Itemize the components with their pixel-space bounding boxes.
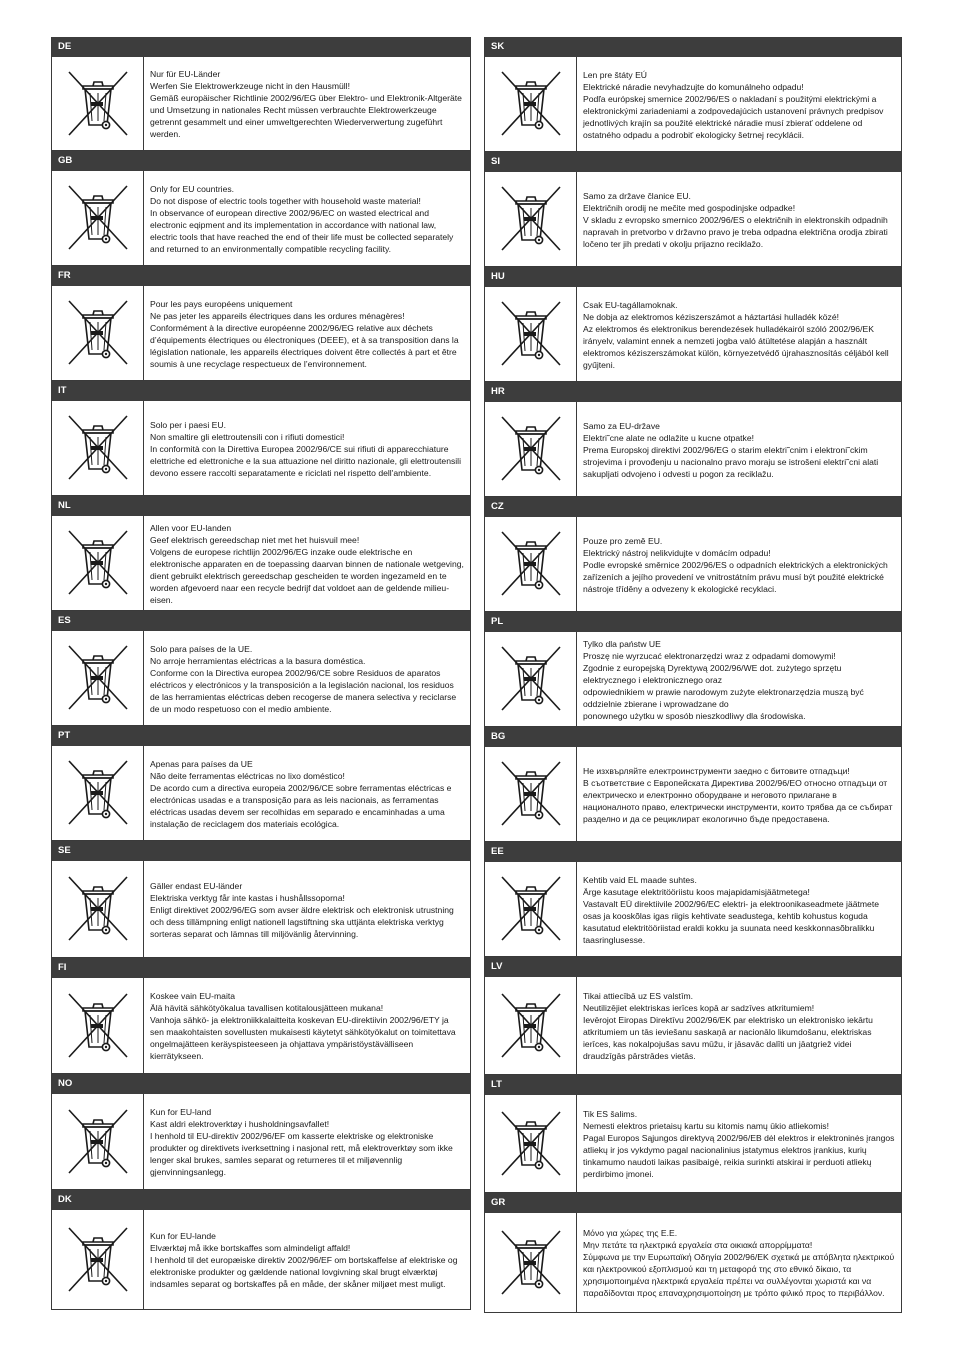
country-code-header: GR [485, 1193, 901, 1213]
country-code-header: DK [52, 1190, 470, 1210]
notice-text: Koskee vain EU-maita Älä hävitä sähkötyökalua tavallisen kotitalousjätteen mukana! Vanhoja sähkö- ja elektroniikkalaitteita koskevan EU-direktiivin 2002/96/ETY ja sen maakohtaisten sovellusten mukaisesti käytetyt sähkötyökalut on toimitettava ongelmajätteen keräyspisteeseen ja ohjattava ympäristöystävälliseen kierrätykseen. [150, 991, 456, 1061]
section-body [485, 632, 901, 726]
notice-text: Μόνο για χώρες της Ε.Ε. Μην πετάτε τα ηλεκτρικά εργαλεία στα οικιακά απορρίμματα! Σύμφωνα με την Ευρωπαϊκή Οδηγία 2002/96/ΕΚ σχετικά με απόβλητα ηλεκτρικού και ηλεκτρονικού εξοπλισμού και τη μεταφορά της στο εθνικό δίκαιο, τα χρησιμοποιημένα ηλεκτρικά εργαλεία πρέπει να συλλέγονται χωριστά και να παραδίδονται προς επαναχρησιμοποίηση με τρόπο φιλικό προς το περιβάλλον. [583, 1228, 895, 1298]
notice-text: Csak EU-tagállamoknak. Ne dobja az elektromos kéziszerszámot a háztartási hulladék közé! Az elektromos és elektronikus berendezések hulladékairól szóló 2002/96/EK irányelv, valamint ennek a nemzeti jogba való átültetése alapján a használt elektromos kéziszerszámokat külön, környezetvédő újrahasznosítás céljából kell gyűjteni. [583, 299, 889, 370]
country-code-header: FR [52, 266, 470, 286]
notice-text: Tylko dla państw UE Proszę nie wyrzucać elektronarzędzi wraz z odpadami domowymi! Zgodnie z europejską Dyrektywą 2002/96/WE dot. zużytego sprzętu elektrycznego i elektronicznego oraz odpowiednikiem w prawie narodowym zużyte elektronarzędzia muszą być oddzielnie zbierane i wprowadzane do ponownego użytku w sposób nieszkodliwy dla środowiska. [583, 638, 864, 721]
crossed-out-wheelie-bin-icon [52, 286, 144, 380]
section-hr [484, 382, 902, 497]
section-sk [484, 37, 902, 152]
disposal-notice-text [577, 172, 901, 266]
section-body [485, 172, 901, 266]
section-body [52, 861, 470, 957]
section-si [484, 152, 902, 267]
section-body [52, 631, 470, 725]
section-body [485, 517, 901, 611]
disposal-notice-text [144, 978, 470, 1073]
section-dk [51, 1190, 471, 1310]
section-body [52, 57, 470, 150]
crossed-out-wheelie-bin-icon [52, 516, 144, 610]
crossed-out-wheelie-bin-icon [52, 1094, 144, 1189]
section-body [485, 287, 901, 381]
crossed-out-wheelie-bin-icon [52, 978, 144, 1073]
disposal-notice-text [577, 747, 901, 841]
section-body [485, 57, 901, 151]
crossed-out-wheelie-bin-icon [52, 57, 144, 150]
notice-text: Only for EU countries. Do not dispose of electric tools together with household waste material! In observance of european directive 2002/96/EC on wasted electrical and electronic eqipment and its implementation in accordance with national law, electric tools that have reached the end of their life must be collected separately and returned to an environmentally compatible recycling facility. [150, 183, 454, 254]
section-pl [484, 612, 902, 727]
section-body [52, 978, 470, 1073]
crossed-out-wheelie-bin-icon [485, 287, 577, 381]
country-code-header: CZ [485, 497, 901, 517]
crossed-out-wheelie-bin-icon [52, 401, 144, 495]
notice-text: Kehtib vaid EL maade suhtes. Ärge kasutage elektritööriistu koos majapidamisjäätmetega! Vastavalt EÜ direktiivile 2002/96/EC elektri- ja elektroonikaseadmete jäätmete osas ja kooskõlas igas riigis kehtivate seadustega, kehtib kohustus koguda kasutatud elektritööriistad eraldi kokku ja suunata need keskkonnasõbralikku taasringlusesse. [583, 874, 879, 945]
section-body [52, 746, 470, 840]
country-code-header: EE [485, 842, 901, 862]
section-bg [484, 727, 902, 842]
country-code-header: LV [485, 957, 901, 977]
notice-text: Samo za EU-države Elektri˜cne alate ne odlažite u kucne otpatke! Prema Europskoj direktivi 2002/96/EG o starim elektri˜cnim i elektroni˜ckim strojevima i provođenju u nacionalno pravo moraju se istrošeni elektri˜cni alati sakupljati odvojeno i odvesti u pogon za reciklažu. [583, 420, 879, 479]
disposal-notice-text [577, 632, 901, 726]
notice-text: Pouze pro země EU. Elektrický nástroj nelikvidujte v domácím odpadu! Podle evropské směrnice 2002/96/ES o odpadních elektrických a elektronických zařízeních a jejího provedení ve vnitrostátním právu musí být použité elektrické nástroje tříděny a odvezeny k ekologické recyklaci. [583, 535, 888, 594]
notice-text: Samo za države članice EU. Električnih orodij ne mečite med gospodinjske odpadke! V skladu z evropsko smernico 2002/96/ES o električnih in elektronskih odpadnih napravah in pretvorbo v državno pravo je treba odpadna električna orodja zbirati ločeno ter jih predati v okolju prijazno reciklažo. [583, 190, 888, 249]
country-code-header: SK [485, 37, 901, 57]
crossed-out-wheelie-bin-icon [485, 57, 577, 151]
disposal-notice-text [144, 1094, 470, 1189]
section-cz [484, 497, 902, 612]
notice-text: Allen voor EU-landen Geef elektrisch gereedschap niet met het huisvuil mee! Volgens de europese richtlijn 2002/96/EG inzake oude elektrische en elektronische apparaten en de toepassing daarvan binnen de nationale wetgeving, dient gebruikt elektrisch gereedschap gescheiden te worden ingezameld en te worden afgevoerd naar een recycle bedrijf dat voldoet aan de geldende milieu-eisen. [150, 522, 464, 605]
country-code-header: BG [485, 727, 901, 747]
notice-text: Gäller endast EU-länder Elektriska verktyg får inte kastas i hushållssoporna! Enligt direktivet 2002/96/EG som avser äldre elektrisk och elektronisk utrustning och dess tillämpning enligt nationell lagstiftning ska uttjänta elektriska verktyg sorteras separat och lämnas till miljövänlig återvinning. [150, 880, 454, 939]
section-fi [51, 958, 471, 1074]
section-no [51, 1074, 471, 1190]
disposal-notice-text [144, 861, 470, 957]
notice-text: Не изхвърляйте електроинструменти заедно с битовите отпадъци! В съответствие с Европейската Директива 2002/96/ЕО относно отпадъци от електрическо и електронно оборудване и неговото прилагане в националното право, електрически инструменти, които трябва да се събират разделно и да се рециклират екологично бъде предоставена. [583, 765, 893, 824]
section-body [485, 402, 901, 496]
notice-text: Pour les pays européens uniquement Ne pas jeter les appareils électriques dans les ordures ménagères! Conformément à la directive européenne 2002/96/EG relative aux déchets d’équipements électriques ou électroniques (DEEE), et à sa transposition dans la législation nationale, les appareils électriques doivent être collectés à part et être soumis à une recyclage respectueux de l’environnement. [150, 298, 459, 369]
country-code-header: IT [52, 381, 470, 401]
notice-text: Nur für EU-Länder Werfen Sie Elektrowerkzeuge nicht in den Hausmüll! Gemäß europäischer Richtlinie 2002/96/EG über Elektro- und Elektronik-Altgeräte und Umsetzung in nationales Recht müssen verbrauchte Elektrowerkzeuge getrennt gesammelt und einer umweltgerechten Wiederverwertung zugeführt werden. [150, 69, 462, 139]
country-code-header: PL [485, 612, 901, 632]
notice-text: Tikai attiecībā uz ES valstīm. Neutilizējiet elektriskas ierīces kopā ar sadzīves atkritumiem! Ievērojot Eiropas Direktīvu 2002/96/EK par elektrisko un elektronisko iekārtu atkritumiem un tās ieviešanu saskaņā ar nacionālo likumdošanu, elektriskas ierīces, kas nokalpojušas savu mūžu, ir jāsavāc dalīti un jāatgriež videi draudzīgās pārstrādes vietās. [583, 991, 873, 1061]
crossed-out-wheelie-bin-icon [52, 746, 144, 840]
section-body [485, 862, 901, 956]
section-body [52, 171, 470, 265]
crossed-out-wheelie-bin-icon [485, 172, 577, 266]
section-body [52, 286, 470, 380]
crossed-out-wheelie-bin-icon [485, 517, 577, 611]
section-gb [51, 151, 471, 266]
country-code-header: SI [485, 152, 901, 172]
country-code-header: DE [52, 37, 470, 57]
notice-text: Tik ES šalims. Nemesti elektros prietaisų kartu su kitomis namų ūkio atliekomis! Pagal Europos Sąjungos direktyvą 2002/96/EB dėl elektros ir elektroninės įrangos atliekų ir jos vykdymo pagal nacionalinius įstatymus elektros įrankius, kurių tinkamumo naudoti laikas pasibaigė, reikia surinkti atskirai ir perduoti atliekų perdirbimo įmonei. [583, 1109, 895, 1179]
section-body [485, 1095, 901, 1192]
section-body [52, 401, 470, 495]
section-body [52, 1094, 470, 1189]
country-code-header: ES [52, 611, 470, 631]
disposal-notice-text [577, 517, 901, 611]
section-ee [484, 842, 902, 957]
section-body [485, 747, 901, 841]
section-pt [51, 726, 471, 841]
disposal-notice-text [144, 746, 470, 840]
disposal-notice-text [577, 57, 901, 151]
section-lv [484, 957, 902, 1075]
disposal-notice-text [144, 1210, 470, 1309]
disposal-notice-text [577, 1095, 901, 1192]
disposal-notice-text [144, 171, 470, 265]
disposal-notice-text [577, 1213, 901, 1312]
section-nl [51, 496, 471, 611]
disposal-notice-text [577, 977, 901, 1074]
section-body [52, 1210, 470, 1309]
country-code-header: NL [52, 496, 470, 516]
crossed-out-wheelie-bin-icon [485, 977, 577, 1074]
notice-text: Solo para países de la UE. No arroje herramientas eléctricas a la basura doméstica. Conforme con la Directiva europea 2002/96/CE sobre Residuos de aparatos eléctricos y electrónicos y la transposición a la legislación nacional, los residuos de las herramientas eléctricas deben recogerse de manera selectiva y reciclarse de un modo respetuoso con el medio ambiente. [150, 643, 457, 714]
section-fr [51, 266, 471, 381]
country-code-header: NO [52, 1074, 470, 1094]
disposal-notice-text [144, 401, 470, 495]
section-gr [484, 1193, 902, 1313]
disposal-notice-text [144, 631, 470, 725]
crossed-out-wheelie-bin-icon [485, 1095, 577, 1192]
disposal-notice-text [144, 516, 470, 610]
section-body [52, 516, 470, 610]
section-hu [484, 267, 902, 382]
crossed-out-wheelie-bin-icon [485, 1213, 577, 1312]
country-code-header: FI [52, 958, 470, 978]
country-code-header: SE [52, 841, 470, 861]
country-code-header: GB [52, 151, 470, 171]
country-code-header: LT [485, 1075, 901, 1095]
crossed-out-wheelie-bin-icon [485, 402, 577, 496]
notice-text: Kun for EU-land Kast aldri elektroverktøy i husholdningsavfallet! I henhold til EU-direktiv 2002/96/EF om kasserte elektriske og elektroniske produkter og direktivets iverksettning i nasjonal rett, må elektroverktøy som ikke lenger skal brukes, samles separat og returneres til et miljøvennlig gjenvinningsanlegg. [150, 1107, 453, 1177]
notice-text: Kun for EU-lande Elværktøj må ikke bortskaffes som almindeligt affald! I henhold til det europæiske direktiv 2002/96/EF om bortskaffelse af elektriske og elektroniske produkter og gældende national lovgivning skal brugt elværktøj indsamles separat og bortskaffes på en måde, der skåner miljøet mest muligt. [150, 1231, 458, 1289]
right-column [484, 37, 902, 1313]
notice-text: Len pre štáty EÚ Elektrické náradie nevyhadzujte do komunálneho odpadu! Podľa európskej smernice 2002/96/ES o nakladaní s použitými elektrickými a elektronickými zariadeniami a zodpovedajúcich ustanovení právnych predpisov jednotlivých krajín sa použité elektrické náradie musí zbierať oddelene od ostatného odpadu a podrobiť ekologicky šetrnej recyklácii. [583, 69, 884, 140]
disposal-notice-text [144, 57, 470, 150]
crossed-out-wheelie-bin-icon [52, 1210, 144, 1309]
country-code-header: PT [52, 726, 470, 746]
section-body [485, 1213, 901, 1312]
section-es [51, 611, 471, 726]
section-it [51, 381, 471, 496]
disposal-notice-text [577, 287, 901, 381]
crossed-out-wheelie-bin-icon [52, 861, 144, 957]
section-se [51, 841, 471, 958]
crossed-out-wheelie-bin-icon [485, 862, 577, 956]
crossed-out-wheelie-bin-icon [485, 632, 577, 726]
disposal-notice-text [577, 862, 901, 956]
crossed-out-wheelie-bin-icon [485, 747, 577, 841]
section-lt [484, 1075, 902, 1193]
country-code-header: HR [485, 382, 901, 402]
notice-text: Apenas para países da UE Não deite ferramentas eléctricas no lixo doméstico! De acordo cum a directiva europeia 2002/96/CE sobre ferramentas eléctricas e electrónicas usadas e a transposição para as leis nacionais, as ferramentas eléctricas usadas devem ser recolhidas em separado e encaminhadas a uma instalação de reciclagem dos materiais ecológica. [150, 758, 452, 829]
left-column [51, 37, 471, 1310]
disposal-notice-text [577, 402, 901, 496]
notice-text: Solo per i paesi EU. Non smaltire gli elettroutensili con i rifiuti domestici! In conformità con la Direttiva Europea 2002/96/CE sui rifiuti di apparecchiature elettriche ed elettroniche e la sua attuazione nel diritto nazionale, gli elettroutensili devono essere raccolti separatamente e riciclati nel rispetto dell'ambiente. [150, 419, 461, 478]
section-de [51, 37, 471, 151]
country-code-header: HU [485, 267, 901, 287]
disposal-notice-text [144, 286, 470, 380]
section-body [485, 977, 901, 1074]
crossed-out-wheelie-bin-icon [52, 631, 144, 725]
crossed-out-wheelie-bin-icon [52, 171, 144, 265]
